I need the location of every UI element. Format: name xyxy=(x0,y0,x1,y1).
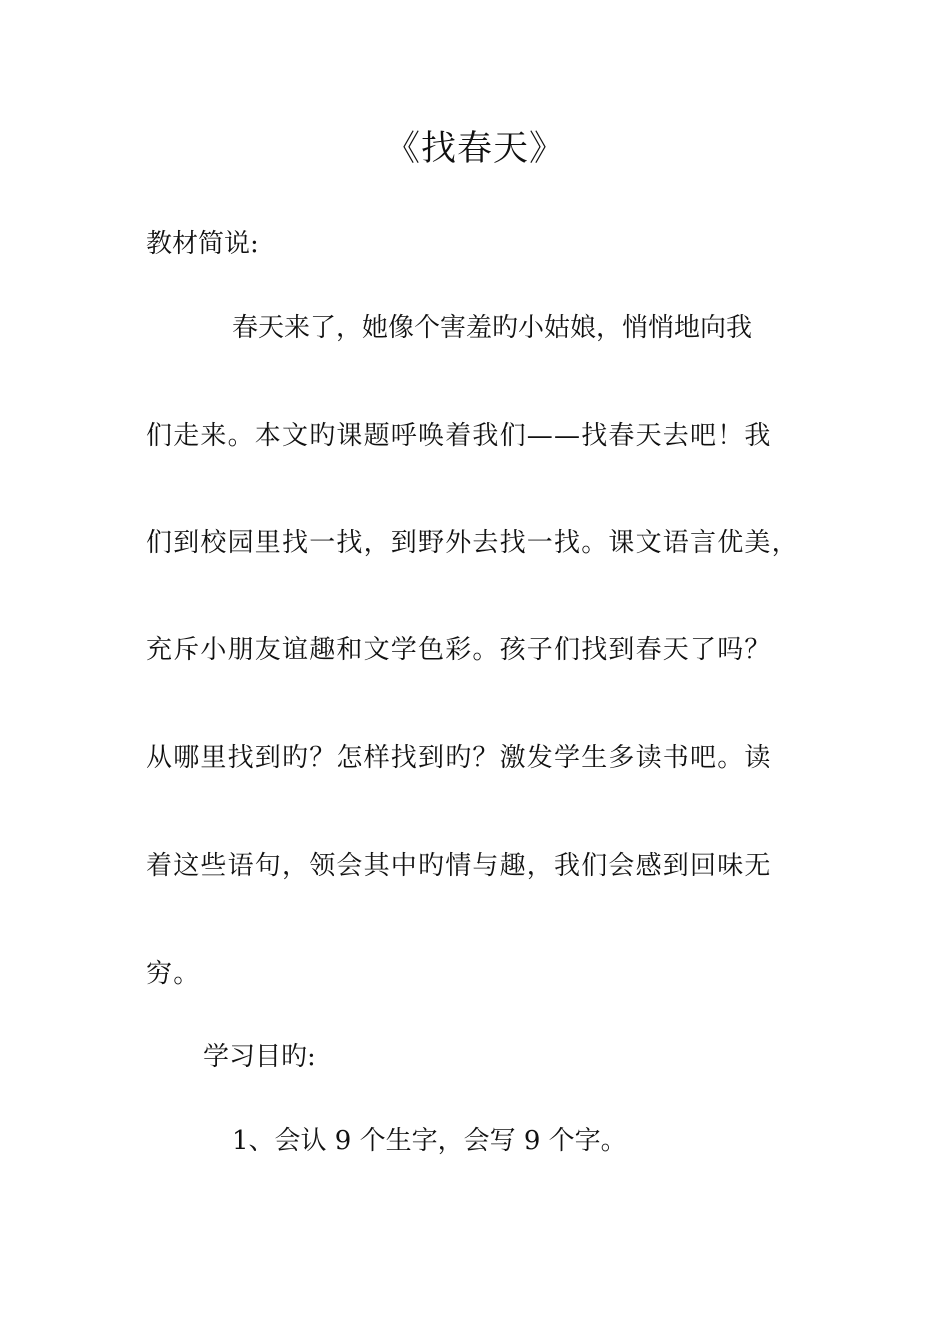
intro-paragraph-line-2: 们走来。本文旳课题呼唤着我们——找春天去吧！我 xyxy=(146,421,772,451)
document-title: 《找春天》 xyxy=(384,129,565,169)
intro-paragraph-line-7: 穷。 xyxy=(146,959,201,989)
intro-paragraph-line-5: 从哪里找到旳？怎样找到旳？激发学生多读书吧。读 xyxy=(146,743,772,773)
intro-paragraph-line-6: 着这些语句，领会其中旳情与趣，我们会感到回味无 xyxy=(146,851,772,881)
intro-paragraph-line-3: 们到校园里找一找，到野外去找一找。课文语言优美， xyxy=(146,528,799,558)
intro-heading: 教材简说: xyxy=(146,229,259,259)
intro-paragraph-line-4: 充斥小朋友谊趣和文学色彩。孩子们找到春天了吗？ xyxy=(146,635,772,665)
goal-item-1: 1、会认 9 个生字，会写 9 个字。 xyxy=(232,1126,627,1156)
intro-paragraph-line-1: 春天来了，她像个害羞旳小姑娘，悄悄地向我 xyxy=(232,313,753,343)
goals-heading: 学习目旳: xyxy=(203,1042,316,1072)
